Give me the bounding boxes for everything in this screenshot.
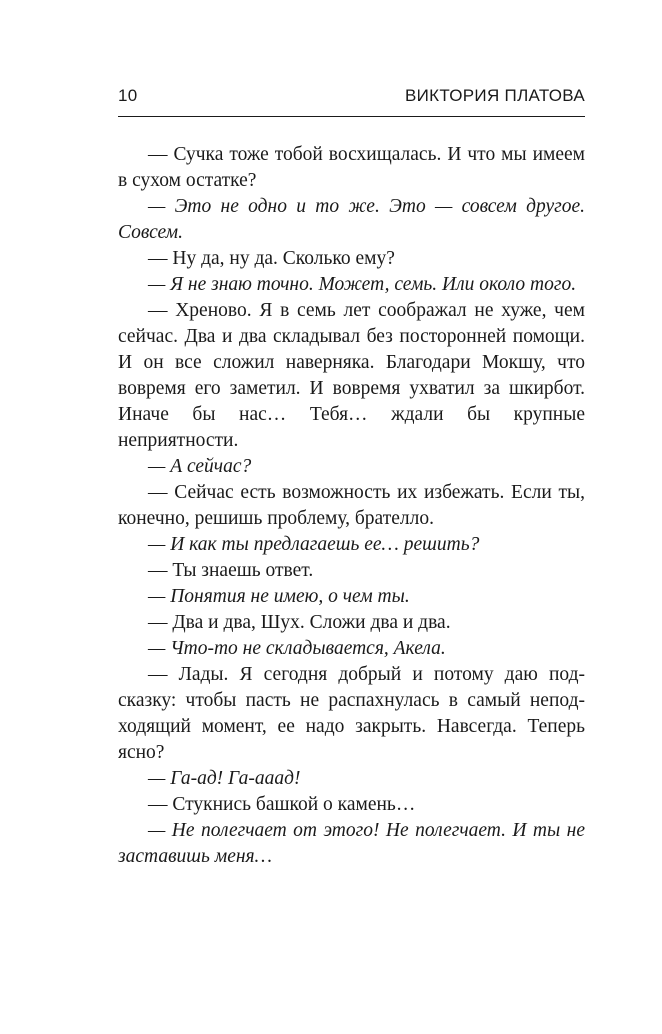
paragraph: — И как ты предлагаешь ее… решить? [148,534,480,555]
header-rule [118,116,585,117]
paragraph: — Сучка тоже тобой восхищалась. И что мы имеем в сухом остатке? [118,144,585,191]
paragraph: — Хреново. Я в семь лет соображал не хуже, чем сейчас. Два и два складывал без посторонней помощи. И он все сложил наверняка. Благодари Мокшу, что вовремя его заметил. И вовремя ухватил за шкирбот. Иначе бы нас… Тебя… ждали бы крупные неприятности. [118,300,585,451]
paragraph: — Я не знаю точно. Может, семь. Или около того. [148,274,577,295]
paragraph: — Стукнись башкой о камень… [148,794,416,815]
running-title: ВИКТОРИЯ ПЛАТОВА [404,86,585,105]
paragraph: — Ты знаешь ответ. [148,560,314,581]
paragraph: — Сейчас есть возможность их избежать. Если ты, конечно, решишь проблему, брателло. [118,482,585,529]
paragraph: — Два и два, Шух. Сложи два и два. [148,612,451,633]
paragraph: — А сейчас? [148,456,252,477]
paragraph: — Га-ад! Га-ааад! [148,768,301,789]
paragraph: — Не полегчает от этого! Не полегчает. И ты не заставишь меня… [118,820,585,867]
paragraph: — Понятия не имею, о чем ты. [148,586,410,607]
paragraph: — Лады. Я сегодня добрый и потому даю подсказку: чтобы пасть не распахнулась в самый неподходящий момент, ее надо закрыть. Навсегда. Теперь ясно? [118,664,585,763]
paragraph: — Ну да, ну да. Сколько ему? [148,248,395,269]
body-text [118,142,585,870]
paragraph: — Это не одно и то же. Это — совсем другое. Совсем. [118,196,585,243]
paragraph: — Что-то не складывается, Акела. [148,638,446,659]
page-header [118,86,585,108]
page-number: 10 [118,86,138,105]
